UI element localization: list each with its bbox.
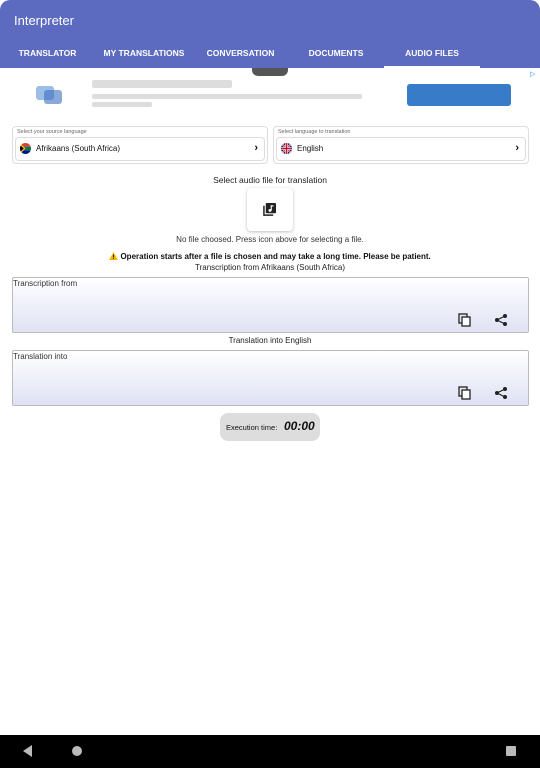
translation-heading: Translation into English: [228, 336, 312, 345]
transcription-heading: Transcription from Afrikaans (South Africa): [195, 263, 345, 272]
copy-icon[interactable]: [458, 386, 472, 400]
warning-icon: [109, 252, 118, 260]
select-audio-button[interactable]: [247, 188, 293, 231]
share-icon[interactable]: [494, 313, 508, 327]
source-language-caption: Select your source language: [17, 129, 87, 135]
audio-library-icon: [263, 203, 276, 216]
no-file-message: No file choosed. Press icon above for selecting a file.: [176, 235, 364, 244]
south-africa-flag-icon: [20, 143, 31, 154]
ad-logo: [34, 82, 64, 106]
select-audio-label: Select audio file for translation: [213, 175, 327, 185]
ad-description: [92, 94, 362, 99]
source-language-select[interactable]: [15, 137, 265, 161]
execution-time-badge: [220, 413, 320, 441]
source-language-box: [12, 126, 268, 164]
share-icon[interactable]: [494, 386, 508, 400]
target-language-name: English: [297, 144, 324, 153]
ad-badge: [252, 68, 288, 76]
tab-audio-files[interactable]: AUDIO FILES: [384, 40, 480, 68]
execution-time-label: Execution time:: [226, 423, 278, 432]
chevron-right-icon: ›: [515, 142, 519, 154]
app-bar: [0, 0, 540, 68]
tab-documents[interactable]: DOCUMENTS: [308, 48, 364, 58]
ad-cta-button[interactable]: [407, 84, 511, 106]
tab-conversation[interactable]: CONVERSATION: [206, 48, 275, 58]
recents-icon[interactable]: [506, 746, 516, 756]
ad-headline: [92, 80, 232, 88]
target-language-caption: Select language to translation: [278, 129, 351, 135]
tab-translator[interactable]: TRANSLATOR: [18, 48, 77, 58]
transcription-field[interactable]: [12, 277, 529, 333]
execution-time-value: 00:00: [284, 419, 315, 433]
chevron-right-icon: ›: [254, 142, 258, 154]
translation-placeholder: Translation into: [13, 352, 68, 361]
target-language-select[interactable]: [276, 137, 526, 161]
home-icon[interactable]: [71, 745, 83, 757]
translation-field[interactable]: [12, 350, 529, 406]
source-language-name: Afrikaans (South Africa): [36, 144, 121, 153]
tab-my-translations[interactable]: MY TRANSLATIONS: [103, 48, 185, 58]
transcription-placeholder: Transcription from: [13, 279, 78, 288]
ad-info-icon[interactable]: ▷: [530, 71, 536, 78]
back-icon[interactable]: [23, 745, 33, 757]
copy-icon[interactable]: [458, 313, 472, 327]
warning-text: Operation starts after a file is chosen and may take a long time. Please be patient.: [120, 252, 431, 261]
system-nav-bar: [0, 735, 540, 768]
uk-flag-icon: [281, 143, 292, 154]
app-title: Interpreter: [14, 13, 74, 28]
tab-bar: [0, 40, 540, 68]
warning-line: [0, 252, 540, 261]
ad-description-2: [92, 102, 152, 107]
target-language-box: [273, 126, 529, 164]
